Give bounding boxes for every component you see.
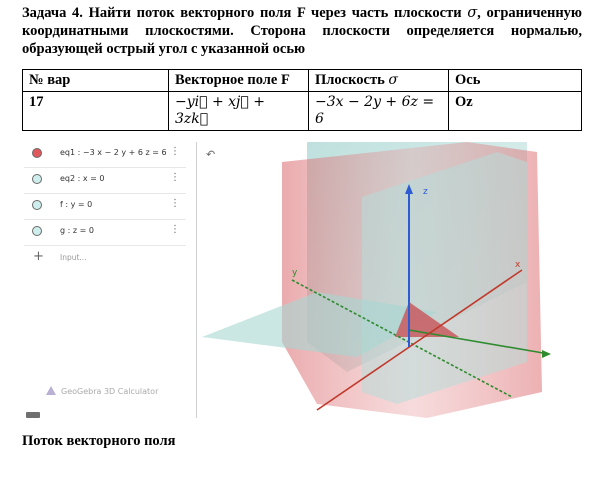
cell-plane: −3x − 2y + 6z = 6 [309,92,449,131]
plus-icon[interactable]: + [33,249,44,264]
visibility-dot-icon[interactable] [32,200,42,210]
algebra-item-text[interactable]: eq2 : x = 0 [60,174,105,183]
algebra-item-eq1[interactable] [24,142,186,168]
menu-dots-icon[interactable]: ⋮ [170,224,180,235]
algebra-item-text[interactable]: f : y = 0 [60,200,93,209]
cell-variant: 17 [23,92,169,131]
variant-table [22,69,582,131]
input-field[interactable]: Input... [60,253,87,262]
brand-text: GeoGebra 3D Calculator [61,387,159,396]
cell-axis: Oz [449,92,582,131]
algebra-item-f[interactable] [24,194,186,220]
header-plane [309,70,449,92]
visibility-dot-icon[interactable] [32,226,42,236]
header-plane-sigma: σ [388,72,398,88]
header-vector-field: Векторное поле F [169,70,309,92]
visibility-dot-icon[interactable] [32,174,42,184]
graphics-3d-view[interactable] [197,142,582,418]
algebra-item-text[interactable]: eq1 : −3 x − 2 y + 6 z = 6 [60,148,167,157]
geogebra-screenshot [24,142,582,418]
keyboard-icon[interactable] [26,412,40,418]
plane-y0 [362,152,527,404]
header-variant: № вар [23,70,169,92]
table-row [23,92,582,131]
geogebra-logo-icon [46,386,56,395]
task-text-start: Задача 4. Найти поток векторного поля F через часть плоскости [22,5,462,21]
algebra-view [24,142,196,418]
header-axis: Ось [449,70,582,92]
header-plane-label: Плоскость [315,72,385,88]
menu-dots-icon[interactable]: ⋮ [170,146,180,157]
y-axis-arrow-icon [542,350,551,358]
task-text-end: , ограниченную координатными плоскостями. Сторона плоскости определяется нормалью, образующей острый угол с указанной осью [22,5,583,57]
undo-icon[interactable]: ↶ [206,148,216,161]
algebra-item-text[interactable]: g : z = 0 [60,226,94,235]
algebra-item-eq2[interactable] [24,168,186,194]
x-axis-label: x [515,260,521,270]
geogebra-brand [46,386,158,396]
menu-dots-icon[interactable]: ⋮ [170,198,180,209]
algebra-item-g[interactable] [24,220,186,246]
y-axis-label: y [292,268,298,278]
z-axis-label: z [423,187,428,197]
section-caption: Поток векторного поля [22,433,176,449]
menu-dots-icon[interactable]: ⋮ [170,172,180,183]
cell-vector-field: −yi⃗ + xj⃗ + 3zk⃗ [169,92,309,131]
algebra-input-row[interactable] [24,246,186,271]
visibility-dot-icon[interactable] [32,148,42,158]
sigma-symbol: σ [467,5,478,21]
task-statement [22,4,582,58]
table-header-row [23,70,582,92]
